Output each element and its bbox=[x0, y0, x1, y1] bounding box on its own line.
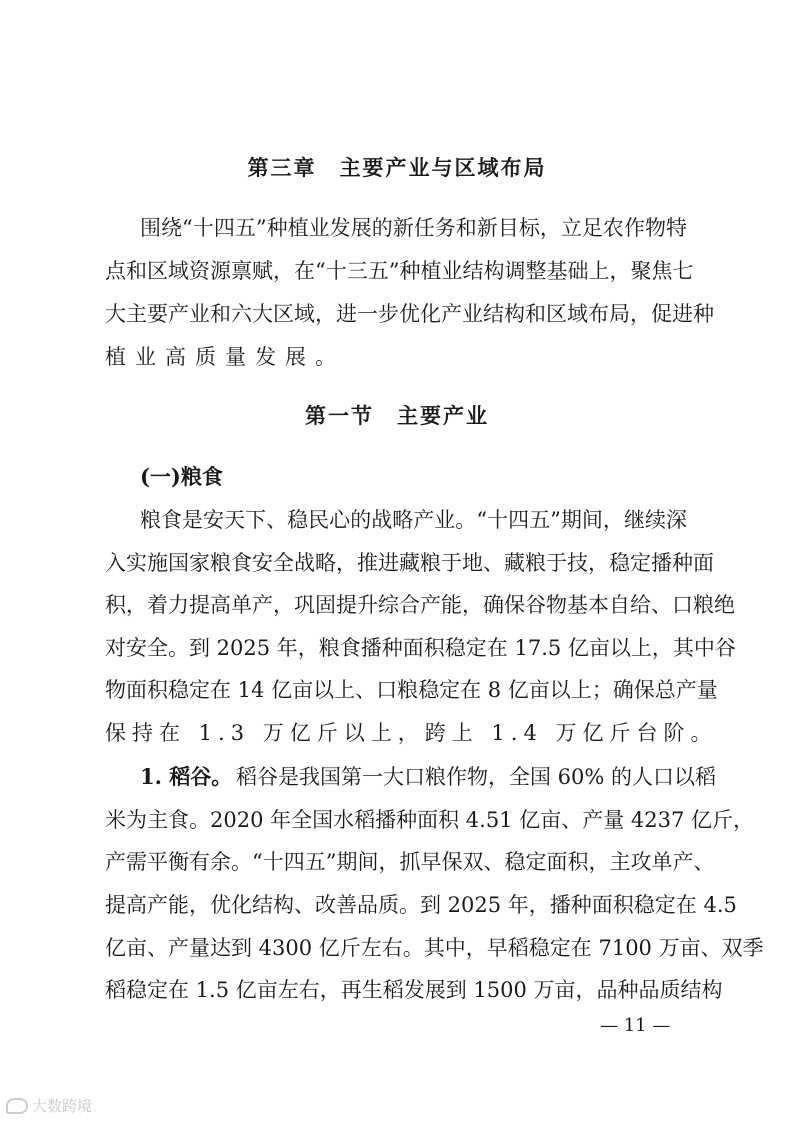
section-title: 第一节 主要产业 bbox=[305, 403, 489, 428]
rice-lead: 1. 稻谷。 bbox=[140, 764, 233, 789]
grain-line: 保持在 1.3 万亿斤以上，跨上 1.4 万亿斤台阶。 bbox=[105, 721, 718, 745]
page-number: — 11 — bbox=[600, 1015, 671, 1036]
intro-line: 点和区域资源禀赋，在“十三五”种植业结构调整基础上，聚焦七 bbox=[105, 259, 694, 283]
intro-line: 大主要产业和六大区域，进一步优化产业结构和区域布局，促进种 bbox=[105, 302, 714, 326]
grain-line: 入实施国家粮食安全战略，推进藏粮于地、藏粮于技，稳定播种面 bbox=[105, 551, 714, 575]
watermark bbox=[6, 1095, 92, 1116]
rice-line: 亿亩、产量达到 4300 亿斤左右。其中，早稻稳定在 7100 万亩、双季 bbox=[105, 936, 764, 960]
rice-line: 提高产能，优化结构、改善品质。到 2025 年，播种面积稳定在 4.5 bbox=[105, 893, 737, 917]
chapter-title: 第三章 主要产业与区域布局 bbox=[247, 155, 547, 180]
grain-line: 物面积稳定在 14 亿亩以上、口粮稳定在 8 亿亩以上；确保总产量 bbox=[105, 678, 718, 702]
grain-line: 粮食是安天下、稳民心的战略产业。“十四五”期间，继续深 bbox=[140, 508, 687, 532]
watermark-text: 大数跨境 bbox=[32, 1097, 93, 1115]
subsection-title: (一)粮食 bbox=[140, 464, 223, 489]
grain-line: 对安全。到 2025 年，粮食播种面积稳定在 17.5 亿亩以上，其中谷 bbox=[105, 636, 736, 660]
grain-line: 积，着力提高单产，巩固提升综合产能，确保谷物基本自给、口粮绝 bbox=[105, 593, 735, 617]
rice-line: 稻谷是我国第一大口粮作物，全国 60% 的人口以稻 bbox=[236, 765, 717, 789]
intro-line: 植业高质量发展。 bbox=[105, 345, 345, 369]
rice-line: 产需平衡有余。“十四五”期间，抓早保双、稳定面积，主攻单产、 bbox=[105, 850, 715, 874]
rice-line: 稻稳定在 1.5 亿亩左右，再生稻发展到 1500 万亩，品种品质结构 bbox=[105, 978, 723, 1002]
intro-line: 围绕“十四五”种植业发展的新任务和新目标，立足农作物特 bbox=[140, 216, 687, 240]
rice-line: 米为主食。2020 年全国水稻播种面积 4.51 亿亩、产量 4237 亿斤， bbox=[105, 808, 755, 832]
watermark-logo-icon bbox=[6, 1098, 28, 1114]
